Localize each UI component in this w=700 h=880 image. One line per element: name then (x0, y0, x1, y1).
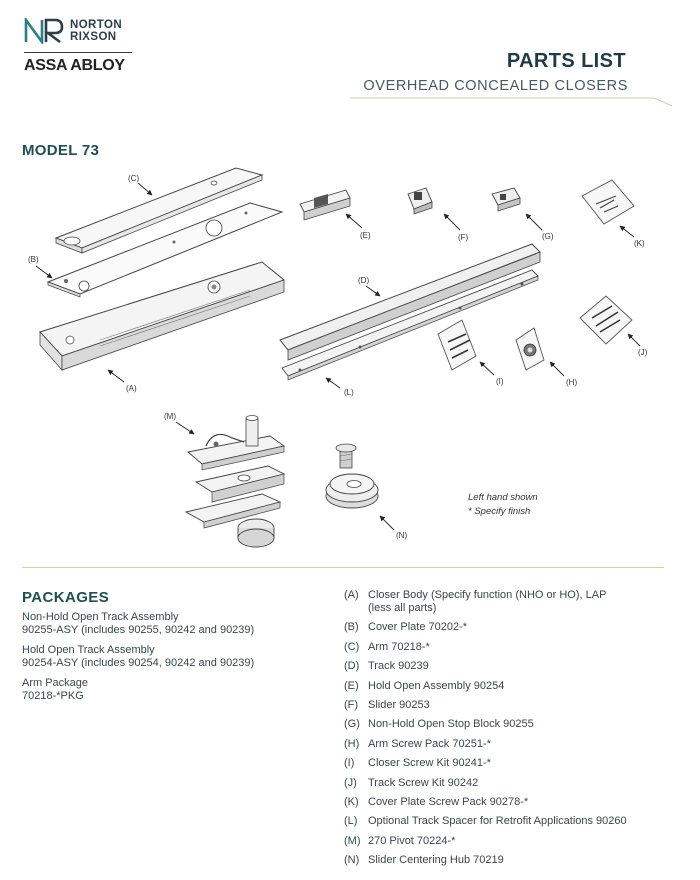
callout-c: (C) (128, 174, 140, 183)
section-divider (22, 567, 664, 568)
arrow-l (326, 378, 340, 388)
callout-h: (H) (566, 378, 578, 387)
arrow-i (480, 362, 494, 375)
part-row (344, 777, 684, 790)
part-row (344, 641, 684, 654)
packages-list (22, 611, 322, 710)
part-key: (F) (344, 698, 359, 711)
callout-f: (F) (458, 233, 469, 242)
part-row (344, 854, 684, 867)
part-row (344, 815, 684, 828)
arrow-m (176, 422, 194, 434)
part-desc: Track Screw Kit 90242 (368, 776, 479, 789)
arrow-b (36, 266, 52, 278)
part-g-stop-block (492, 188, 520, 211)
part-desc: Slider Centering Hub 70219 (368, 854, 504, 867)
part-h-arm-screw-pack (516, 328, 544, 370)
part-desc: Hold Open Assembly 90254 (368, 679, 505, 692)
part-desc: Closer Screw Kit 90241-* (368, 757, 491, 770)
part-row (344, 589, 684, 615)
callout-b: (B) (28, 255, 39, 264)
note-specify-finish: * Specify finish (468, 506, 531, 517)
part-key: (I) (344, 757, 355, 770)
part-desc: Closer Body (Specify function (NHO or HO), LAP (less all parts) (368, 589, 607, 614)
page-subtitle: OVERHEAD CONCEALED CLOSERS (363, 78, 628, 94)
part-m-pivot (186, 416, 284, 548)
callout-d: (D) (358, 276, 370, 285)
package-contents: 90254-ASY (includes 90254, 90242 and 90239) (22, 657, 255, 669)
arrow-n (380, 516, 394, 530)
exploded-parts-diagram (0, 160, 700, 560)
part-n-centering-hub (326, 444, 378, 508)
part-key: (A) (344, 589, 359, 601)
part-key: (K) (344, 795, 359, 808)
part-k-screw-pack (582, 180, 634, 224)
callout-e: (E) (360, 231, 371, 240)
part-j-track-screw-kit (580, 296, 632, 344)
package-item (22, 644, 322, 670)
callout-g: (G) (542, 232, 554, 241)
part-desc: Track 90239 (368, 660, 429, 673)
part-key: (J) (344, 776, 357, 789)
arrow-h (550, 362, 564, 376)
part-desc: Non-Hold Open Stop Block 90255 (368, 718, 534, 731)
part-row (344, 680, 684, 693)
part-key: (H) (344, 737, 360, 750)
part-desc: Arm 70218-* (368, 640, 430, 653)
part-f-slider (408, 188, 432, 214)
package-item (22, 611, 322, 637)
arrow-k (620, 226, 634, 237)
part-desc: Arm Screw Pack 70251-* (368, 737, 491, 750)
part-key: (M) (344, 834, 361, 847)
part-row (344, 699, 684, 712)
part-row (344, 718, 684, 731)
part-row (344, 621, 684, 634)
part-row (344, 835, 684, 848)
part-desc: Cover Plate 70202-* (368, 621, 468, 634)
callout-i: (I) (496, 377, 504, 386)
part-d-track (280, 244, 540, 360)
arrow-c (138, 183, 152, 195)
part-key: (G) (344, 718, 360, 731)
callout-j: (J) (638, 348, 648, 357)
arrow-g (526, 214, 542, 230)
part-desc: 270 Pivot 70224-* (368, 834, 456, 847)
part-desc: Optional Track Spacer for Retrofit Applications 90260 (368, 815, 627, 828)
arrow-a (108, 370, 124, 382)
note-left-hand: Left hand shown (468, 492, 538, 503)
package-contents: 90255-ASY (includes 90255, 90242 and 90239) (22, 624, 255, 636)
part-key: (D) (344, 660, 360, 673)
callout-k: (K) (634, 239, 645, 248)
part-key: (L) (344, 815, 358, 828)
title-underline (0, 0, 700, 120)
callout-m: (M) (164, 412, 176, 421)
part-row (344, 738, 684, 751)
part-key: (E) (344, 679, 359, 692)
callout-n: (N) (396, 531, 408, 540)
part-i-screw-kit (438, 320, 476, 370)
part-row (344, 796, 684, 809)
arrow-j (628, 334, 640, 346)
parts-list (344, 589, 684, 873)
brand-norton: NORTON (70, 19, 123, 31)
part-row (344, 757, 684, 770)
callout-l: (L) (344, 388, 354, 397)
package-contents: 70218-*PKG (22, 690, 84, 702)
part-key: (N) (344, 854, 360, 867)
page-title: PARTS LIST (506, 50, 626, 72)
package-item (22, 677, 322, 703)
arrow-f (444, 214, 460, 230)
package-name: Non-Hold Open Track Assembly (22, 611, 179, 623)
part-key: (C) (344, 640, 360, 653)
arrow-d (366, 286, 380, 296)
package-name: Arm Package (22, 677, 89, 689)
part-e-hold-open-assembly (300, 190, 350, 220)
part-row (344, 660, 684, 673)
packages-heading: PACKAGES (22, 589, 110, 606)
part-key: (B) (344, 621, 359, 634)
model-heading: MODEL 73 (22, 142, 100, 159)
callout-a: (A) (126, 384, 137, 393)
arrow-e (346, 214, 362, 228)
package-name: Hold Open Track Assembly (22, 644, 155, 656)
brand-rixson: RIXSON (70, 31, 117, 43)
part-desc: Slider 90253 (368, 698, 430, 711)
assa-abloy-wordmark: ASSA ABLOY (24, 57, 125, 74)
part-desc: Cover Plate Screw Pack 90278-* (368, 795, 529, 808)
